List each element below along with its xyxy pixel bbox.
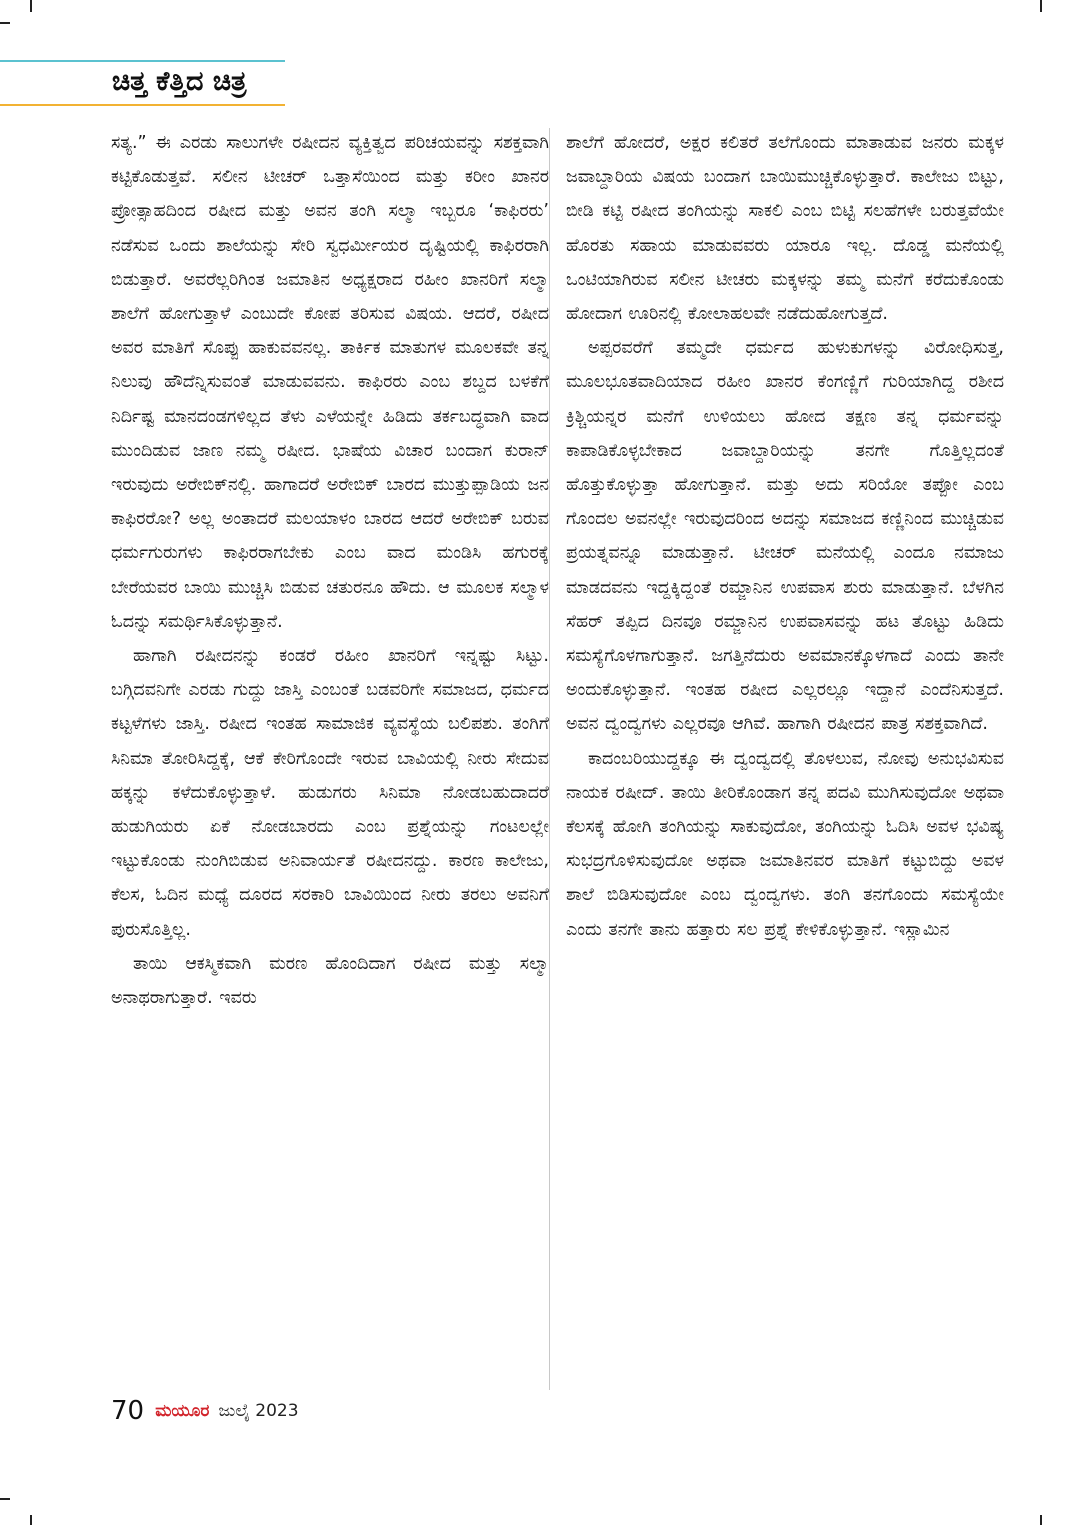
header-rule-bottom <box>0 104 285 106</box>
paragraph: ಶಾಲೆಗೆ ಹೋದರೆ, ಅಕ್ಷರ ಕಲಿತರೆ ತಲೆಗೊಂದು ಮಾತಾಡುವ ಜನರು ಮಕ್ಕಳ ಜವಾಬ್ದಾರಿಯ ವಿಷಯ ಬಂದಾಗ ಬಾಯಿಮುಚ್ಚಿಕೊಳ್ಳುತ್ತಾರೆ. ಕಾಲೇಜು ಬಿಟ್ಟು, ಬೀಡಿ ಕಟ್ಟಿ ರಷೀದ ತಂಗಿಯನ್ನು ಸಾಕಲಿ ಎಂಬ ಬಿಟ್ಟಿ ಸಲಹೆಗಳೇ ಬರುತ್ತವೆಯೇ ಹೊರತು ಸಹಾಯ ಮಾಡುವವರು ಯಾರೂ ಇಲ್ಲ. ದೊಡ್ಡ ಮನೆಯಲ್ಲಿ ಒಂಟಿಯಾಗಿರುವ ಸಲೀನ ಟೀಚರು ಮಕ್ಕಳನ್ನು ತಮ್ಮ ಮನೆಗೆ ಕರೆದುಕೊಂಡು ಹೋದಾಗ ಊರಿನಲ್ಲಿ ಕೋಲಾಹಲವೇ ನಡೆದುಹೋಗುತ್ತದೆ. <box>566 133 1004 325</box>
section-title: ಚಿತ್ತ ಕೆತ್ತಿದ ಚಿತ್ರ <box>112 66 247 97</box>
article-column-right <box>566 126 1004 1394</box>
crop-mark-top-left <box>30 0 32 12</box>
crop-mark-left-lower <box>0 1498 10 1500</box>
paragraph: ಕಾದಂಬರಿಯುದ್ದಕ್ಕೂ ಈ ದ್ವಂದ್ವದಲ್ಲಿ ತೊಳಲುವ, ನೋವು ಅನುಭವಿಸುವ ನಾಯಕ ರಷೀದ್. ತಾಯಿ ತೀರಿಕೊಂಡಾಗ ತನ್ನ ಪದವಿ ಮುಗಿಸುವುದೋ ಅಥವಾ ಕೆಲಸಕ್ಕೆ ಹೋಗಿ ತಂಗಿಯನ್ನು ಸಾಕುವುದೋ, ತಂಗಿಯನ್ನು ಓದಿಸಿ ಅವಳ ಭವಿಷ್ಯ ಸುಭದ್ರಗೊಳಿಸುವುದೋ ಅಥವಾ ಜಮಾತಿನವರ ಮಾತಿಗೆ ಕಟ್ಟುಬಿದ್ದು ಅವಳ ಶಾಲೆ ಬಿಡಿಸುವುದೋ ಎಂಬ ದ್ವಂದ್ವಗಳು. ತಂಗಿ ತನಗೊಂದು ಸಮಸ್ಯೆಯೇ ಎಂದು ತನಗೇ ತಾನು ಹತ್ತಾರು ಸಲ ಪ್ರಶ್ನೆ ಕೇಳಿಕೊಳ್ಳುತ್ತಾನೆ. ಇಸ್ಲಾಮಿನ <box>566 748 1004 940</box>
page-number: 70 <box>111 1396 145 1426</box>
column-divider <box>549 128 550 1390</box>
crop-mark-bottom-left <box>30 1515 32 1525</box>
article-column-left <box>111 126 549 1394</box>
magazine-logo: ಮಯೂರ <box>155 1401 210 1421</box>
crop-mark-top-right <box>1040 0 1042 12</box>
crop-mark-left-upper <box>0 22 10 24</box>
crop-mark-bottom-right <box>1040 1515 1042 1525</box>
issue-date: ಜುಲೈ 2023 <box>218 1401 299 1421</box>
paragraph: ಸತ್ಯ.” ಈ ಎರಡು ಸಾಲುಗಳೇ ರಷೀದನ ವ್ಯಕ್ತಿತ್ವದ ಪರಿಚಯವನ್ನು ಸಶಕ್ತವಾಗಿ ಕಟ್ಟಿಕೊಡುತ್ತವೆ. ಸಲೀನ ಟೀಚರ್ ಒತ್ತಾಸೆಯಿಂದ ಮತ್ತು ಕರೀಂ ಖಾನರ ಪ್ರೋತ್ಸಾಹದಿಂದ ರಷೀದ ಮತ್ತು ಅವನ ತಂಗಿ ಸಲ್ಮಾ ಇಬ್ಬರೂ ‘ಕಾಫಿರರು’ ನಡೆಸುವ ಒಂದು ಶಾಲೆಯನ್ನು ಸೇರಿ ಸ್ವಧರ್ಮೀಯರ ದೃಷ್ಟಿಯಲ್ಲಿ ಕಾಫಿರರಾಗಿ ಬಿಡುತ್ತಾರೆ. ಅವರೆಲ್ಲರಿಗಿಂತ ಜಮಾತಿನ ಅಧ್ಯಕ್ಷರಾದ ರಹೀಂ ಖಾನರಿಗೆ ಸಲ್ಮಾ ಶಾಲೆಗೆ ಹೋಗುತ್ತಾಳೆ ಎಂಬುದೇ ಕೋಪ ತರಿಸುವ ವಿಷಯ. ಆದರೆ, ರಷೀದ ಅವರ ಮಾತಿಗೆ ಸೊಪ್ಪು ಹಾಕುವವನಲ್ಲ. ತಾರ್ಕಿಕ ಮಾತುಗಳ ಮೂಲಕವೇ ತನ್ನ ನಿಲುವು ಹೌದೆನ್ನಿಸುವಂತೆ ಮಾಡುವವನು. ಕಾಫಿರರು ಎಂಬ ಶಬ್ದದ ಬಳಕೆಗೆ ನಿರ್ದಿಷ್ಟ ಮಾನದಂಡಗಳಿಲ್ಲದ ತೆಳು ಎಳೆಯನ್ನೇ ಹಿಡಿದು ತರ್ಕಬದ್ಧವಾಗಿ ವಾದ ಮುಂದಿಡುವ ಜಾಣ ನಮ್ಮ ರಷೀದ. ಭಾಷೆಯ ವಿಚಾರ ಬಂದಾಗ ಕುರಾನ್ ಇರುವುದು ಅರೇಬಿಕ್‌ನಲ್ಲಿ. ಹಾಗಾದರೆ ಅರೇಬಿಕ್ ಬಾರದ ಮುತ್ತುಪ್ಪಾಡಿಯ ಜನ ಕಾಫಿರರೋ? ಅಲ್ಲ ಅಂತಾದರೆ ಮಲಯಾಳಂ ಬಾರದ ಆದರೆ ಅರೇಬಿಕ್ ಬರುವ ಧರ್ಮಗುರುಗಳು ಕಾಫಿರರಾಗಬೇಕು ಎಂಬ ವಾದ ಮಂಡಿಸಿ ಹಗುರಕ್ಕೆ ಬೇರೆಯವರ ಬಾಯಿ ಮುಚ್ಚಿಸಿ ಬಿಡುವ ಚತುರನೂ ಹೌದು. ಆ ಮೂಲಕ ಸಲ್ಮಾಳ ಓದನ್ನು ಸಮರ್ಥಿಸಿಕೊಳ್ಳುತ್ತಾನೆ. <box>111 133 549 632</box>
paragraph: ಹಾಗಾಗಿ ರಷೀದನನ್ನು ಕಂಡರೆ ರಹೀಂ ಖಾನರಿಗೆ ಇನ್ನಷ್ಟು ಸಿಟ್ಟು. ಬಗ್ಗಿದವನಿಗೇ ಎರಡು ಗುದ್ದು ಜಾಸ್ತಿ ಎಂಬಂತೆ ಬಡವರಿಗೇ ಸಮಾಜದ, ಧರ್ಮದ ಕಟ್ಟಳೆಗಳು ಜಾಸ್ತಿ. ರಷೀದ ಇಂತಹ ಸಾಮಾಜಿಕ ವ್ಯವಸ್ಥೆಯ ಬಲಿಪಶು. ತಂಗಿಗೆ ಸಿನಿಮಾ ತೋರಿಸಿದ್ದಕ್ಕೆ, ಆಕೆ ಕೇರಿಗೊಂದೇ ಇರುವ ಬಾವಿಯಲ್ಲಿ ನೀರು ಸೇದುವ ಹಕ್ಕನ್ನು ಕಳೆದುಕೊಳ್ಳುತ್ತಾಳೆ. ಹುಡುಗರು ಸಿನಿಮಾ ನೋಡಬಹುದಾದರೆ ಹುಡುಗಿಯರು ಏಕೆ ನೋಡಬಾರದು ಎಂಬ ಪ್ರಶ್ನೆಯನ್ನು ಗಂಟಲಲ್ಲೇ ಇಟ್ಟುಕೊಂಡು ನುಂಗಿಬಿಡುವ ಅನಿವಾರ್ಯತೆ ರಷೀದನದ್ದು. ಕಾರಣ ಕಾಲೇಜು, ಕೆಲಸ, ಓದಿನ ಮಧ್ಯೆ ದೂರದ ಸರಕಾರಿ ಬಾವಿಯಿಂದ ನೀರು ತರಲು ಅವನಿಗೆ ಪುರುಸೊತ್ತಿಲ್ಲ. <box>111 646 549 940</box>
paragraph: ಅಪ್ಪರವರೆಗೆ ತಮ್ಮದೇ ಧರ್ಮದ ಹುಳುಕುಗಳನ್ನು ವಿರೋಧಿಸುತ್ತ, ಮೂಲಭೂತವಾದಿಯಾದ ರಹೀಂ ಖಾನರ ಕೆಂಗಣ್ಣಿಗೆ ಗುರಿಯಾಗಿದ್ದ ರಶೀದ ಕ್ರಿಶ್ಚಿಯನ್ನರ ಮನೆಗೆ ಉಳಿಯಲು ಹೋದ ತಕ್ಷಣ ತನ್ನ ಧರ್ಮವನ್ನು ಕಾಪಾಡಿಕೊಳ್ಳಬೇಕಾದ ಜವಾಬ್ದಾರಿಯನ್ನು ತನಗೇ ಗೊತ್ತಿಲ್ಲದಂತೆ ಹೊತ್ತುಕೊಳ್ಳುತ್ತಾ ಹೋಗುತ್ತಾನೆ. ಮತ್ತು ಅದು ಸರಿಯೋ ತಪ್ಪೋ ಎಂಬ ಗೊಂದಲ ಅವನಲ್ಲೇ ಇರುವುದರಿಂದ ಅದನ್ನು ಸಮಾಜದ ಕಣ್ಣಿನಿಂದ ಮುಚ್ಚಿಡುವ ಪ್ರಯತ್ನವನ್ನೂ ಮಾಡುತ್ತಾನೆ. ಟೀಚರ್ ಮನೆಯಲ್ಲಿ ಎಂದೂ ನಮಾಜು ಮಾಡದವನು ಇದ್ದಕ್ಕಿದ್ದಂತೆ ರಮ್ಜಾನಿನ ಉಪವಾಸ ಶುರು ಮಾಡುತ್ತಾನೆ. ಬೆಳಗಿನ ಸೆಹರ್ ತಪ್ಪಿದ ದಿನವೂ ರಮ್ಜಾನಿನ ಉಪವಾಸವನ್ನು ಹಟ ತೊಟ್ಟು ಹಿಡಿದು ಸಮಸ್ಯೆಗೊಳಗಾಗುತ್ತಾನೆ. ಜಗತ್ತಿನೆದುರು ಅವಮಾನಕ್ಕೊಳಗಾದೆ ಎಂದು ತಾನೇ ಅಂದುಕೊಳ್ಳುತ್ತಾನೆ. ಇಂತಹ ರಷೀದ ಎಲ್ಲರಲ್ಲೂ ಇದ್ದಾನೆ ಎಂದೆನಿಸುತ್ತದೆ. ಅವನ ದ್ವಂದ್ವಗಳು ಎಲ್ಲರವೂ ಆಗಿವೆ. ಹಾಗಾಗಿ ರಷೀದನ ಪಾತ್ರ ಸಶಕ್ತವಾಗಿದೆ. <box>566 338 1004 735</box>
header-rule-top <box>0 60 285 62</box>
page-footer <box>111 1396 299 1430</box>
paragraph: ತಾಯಿ ಆಕಸ್ಮಿಕವಾಗಿ ಮರಣ ಹೊಂದಿದಾಗ ರಷೀದ ಮತ್ತು ಸಲ್ಮಾ ಅನಾಥರಾಗುತ್ತಾರೆ. ಇವರು <box>111 953 549 1009</box>
